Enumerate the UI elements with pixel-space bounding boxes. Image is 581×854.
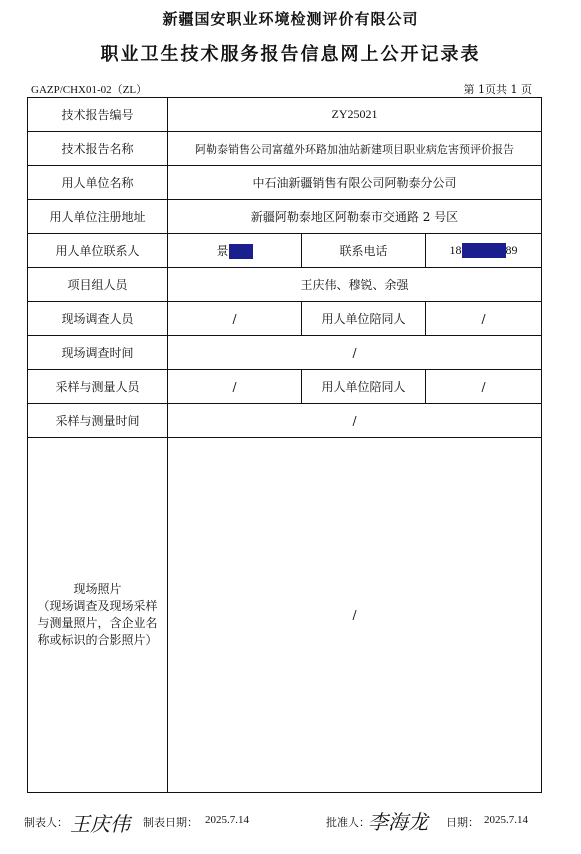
value-employer: 中石油新疆销售有限公司阿勒泰分公司	[168, 166, 542, 200]
label-survey-staff: 现场调查人员	[28, 302, 168, 336]
row-sampling-staff	[28, 370, 542, 404]
value-survey-staff: /	[168, 302, 302, 336]
value-accompany-2: /	[426, 370, 542, 404]
label-report-name: 技术报告名称	[28, 132, 168, 166]
approve-date-label: 日期：	[446, 816, 479, 829]
label-sampling-staff: 采样与测量人员	[28, 370, 168, 404]
form-code: GAZP/CHX01-02（ZL）	[31, 84, 148, 96]
maker-label: 制表人：	[24, 816, 68, 829]
row-report-no	[28, 98, 542, 132]
approver-signature: 李海龙	[368, 810, 428, 834]
row-sampling-time	[28, 404, 542, 438]
company-title: 新疆国安职业环境检测评价有限公司	[162, 10, 419, 28]
value-report-name: 阿勒泰销售公司富蕴外环路加油站新建项目职业病危害预评价报告	[168, 132, 542, 166]
redaction-block	[462, 243, 506, 258]
value-accompany-1: /	[426, 302, 542, 336]
label-employer: 用人单位名称	[28, 166, 168, 200]
approve-date: 2025.7.14	[484, 814, 528, 826]
photo-label-line: 称或标识的合影照片）	[37, 633, 158, 647]
value-phone	[426, 234, 542, 268]
row-employer	[28, 166, 542, 200]
phone-prefix: 18	[449, 242, 462, 257]
contact-name-prefix: 景	[216, 244, 229, 258]
row-report-name	[28, 132, 542, 166]
row-address	[28, 200, 542, 234]
page-info: 第 1页共 1 页	[463, 83, 532, 96]
phone-suffix: 89	[505, 242, 518, 257]
label-accompany-2: 用人单位陪同人	[302, 370, 426, 404]
value-survey-time: /	[168, 336, 542, 370]
photo-label-line: （现场调查及现场采样	[37, 599, 158, 613]
value-team: 王庆伟、穆锐、余强	[168, 268, 542, 302]
row-contact	[28, 234, 542, 268]
value-report-no: ZY25021	[168, 98, 542, 132]
label-phone: 联系电话	[302, 234, 426, 268]
make-date-label: 制表日期：	[143, 816, 198, 829]
label-address: 用人单位注册地址	[28, 200, 168, 234]
value-sampling-staff: /	[168, 370, 302, 404]
photo-label-line: 现场照片	[73, 582, 122, 596]
value-contact	[168, 234, 302, 268]
label-survey-time: 现场调查时间	[28, 336, 168, 370]
row-team	[28, 268, 542, 302]
record-table	[27, 97, 542, 793]
row-photo	[28, 438, 542, 793]
label-team: 项目组人员	[28, 268, 168, 302]
make-date: 2025.7.14	[205, 814, 249, 826]
label-accompany-1: 用人单位陪同人	[302, 302, 426, 336]
maker-signature: 王庆伟	[70, 812, 130, 836]
value-sampling-time: /	[168, 404, 542, 438]
signature-footer	[0, 808, 581, 848]
label-photo	[28, 438, 168, 793]
row-survey-time	[28, 336, 542, 370]
photo-label-line: 与测量照片，含企业名	[37, 616, 158, 630]
form-title: 职业卫生技术服务报告信息网上公开记录表	[100, 44, 481, 65]
value-address: 新疆阿勒泰地区阿勒泰市交通路 2 号区	[168, 200, 542, 234]
value-photo: /	[168, 438, 542, 793]
redaction-block	[229, 244, 253, 259]
approver-label: 批准人：	[326, 816, 370, 829]
label-sampling-time: 采样与测量时间	[28, 404, 168, 438]
label-contact: 用人单位联系人	[28, 234, 168, 268]
row-survey-staff	[28, 302, 542, 336]
label-report-no: 技术报告编号	[28, 98, 168, 132]
